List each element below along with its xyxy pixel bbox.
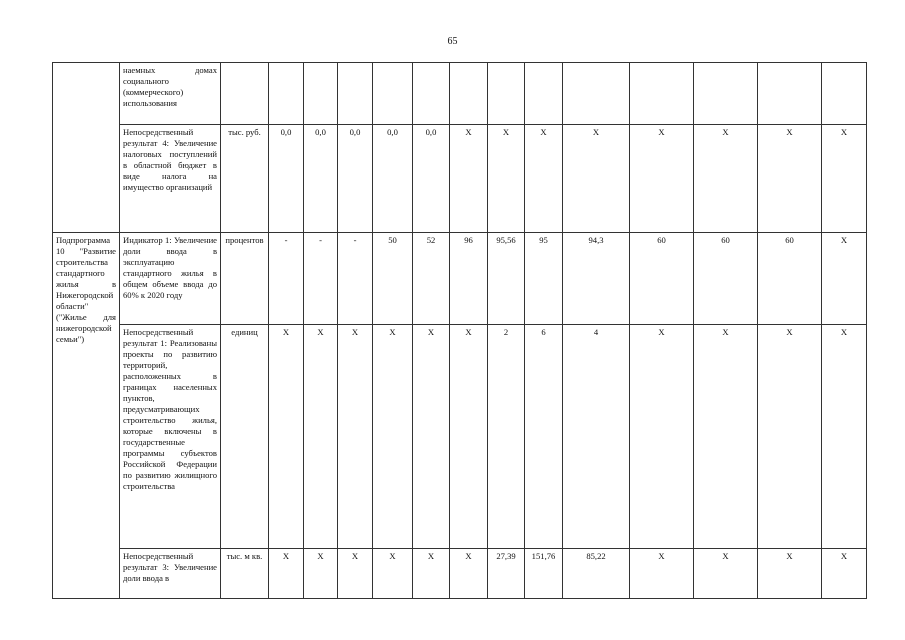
value-cell: - [338, 233, 373, 325]
value-cell: 0,0 [269, 125, 304, 233]
value-cell [373, 63, 413, 125]
value-cell [563, 63, 630, 125]
subprogram-cell: Подпрограмма 10 "Развитие строительства стандартного жилья в Нижегородской области" ("Жилье для нижегородской семьи") [53, 233, 120, 599]
value-cell: X [269, 325, 304, 549]
value-cell: 95,56 [488, 233, 525, 325]
value-cell: 60 [694, 233, 758, 325]
indicator-cell: Индикатор 1: Увеличение доли ввода в эксплуатацию стандартного жилья в общем объеме ввода до 60% к 2020 году [120, 233, 221, 325]
value-cell: X [822, 549, 867, 599]
value-cell: X [373, 549, 413, 599]
value-cell: X [822, 233, 867, 325]
value-cell [822, 63, 867, 125]
value-cell: X [758, 549, 822, 599]
value-cell: 0,0 [338, 125, 373, 233]
value-cell: X [304, 549, 338, 599]
value-cell: X [338, 549, 373, 599]
indicator-cell: Непосредственный результат 3: Увеличение доли ввода в [120, 549, 221, 599]
value-cell: X [758, 325, 822, 549]
value-cell: 60 [630, 233, 694, 325]
unit-cell: тыс. м кв. [221, 549, 269, 599]
value-cell: X [338, 325, 373, 549]
value-cell: 95 [525, 233, 563, 325]
value-cell: 60 [758, 233, 822, 325]
value-cell: X [373, 325, 413, 549]
table-row [53, 549, 867, 599]
value-cell: X [694, 549, 758, 599]
value-cell: X [413, 325, 450, 549]
value-cell: X [450, 325, 488, 549]
value-cell: X [630, 325, 694, 549]
value-cell: X [450, 125, 488, 233]
value-cell: 85,22 [563, 549, 630, 599]
value-cell: 4 [563, 325, 630, 549]
page-number: 65 [447, 36, 458, 47]
value-cell: X [304, 325, 338, 549]
value-cell [630, 63, 694, 125]
value-cell: 94,3 [563, 233, 630, 325]
value-cell: X [488, 125, 525, 233]
value-cell [269, 63, 304, 125]
value-cell [488, 63, 525, 125]
value-cell: 52 [413, 233, 450, 325]
value-cell [338, 63, 373, 125]
value-cell [304, 63, 338, 125]
value-cell: 151,76 [525, 549, 563, 599]
unit-cell: единиц [221, 325, 269, 549]
value-cell: X [269, 549, 304, 599]
indicator-cell: наемных домах социального (коммерческого) использования [120, 63, 221, 125]
unit-cell: тыс. руб. [221, 125, 269, 233]
subprogram-cell [53, 63, 120, 233]
value-cell: - [269, 233, 304, 325]
table-row [53, 63, 867, 125]
value-cell [758, 63, 822, 125]
indicator-cell: Непосредственный результат 1: Реализованы проекты по развитию территорий, расположенных в границах населенных пунктов, предусматривающих строительство жилья, которые включены в государственные программы субъектов Российской Федерации по развитию жилищного строительства [120, 325, 221, 549]
value-cell: X [694, 125, 758, 233]
value-cell: - [304, 233, 338, 325]
value-cell: 0,0 [304, 125, 338, 233]
value-cell: 2 [488, 325, 525, 549]
value-cell: 96 [450, 233, 488, 325]
value-cell [694, 63, 758, 125]
value-cell: 0,0 [373, 125, 413, 233]
indicators-table [52, 62, 867, 599]
value-cell: X [758, 125, 822, 233]
value-cell: X [630, 549, 694, 599]
indicator-cell: Непосредственный результат 4: Увеличение налоговых поступлений в областной бюджет в виде налога на имущество организаций [120, 125, 221, 233]
value-cell: X [822, 325, 867, 549]
value-cell: 27,39 [488, 549, 525, 599]
value-cell [413, 63, 450, 125]
table-row [53, 233, 867, 325]
value-cell [525, 63, 563, 125]
value-cell: X [694, 325, 758, 549]
value-cell: X [563, 125, 630, 233]
unit-cell: процентов [221, 233, 269, 325]
value-cell [450, 63, 488, 125]
table-row [53, 325, 867, 549]
value-cell: X [822, 125, 867, 233]
value-cell: 50 [373, 233, 413, 325]
unit-cell [221, 63, 269, 125]
value-cell: X [630, 125, 694, 233]
value-cell: 6 [525, 325, 563, 549]
value-cell: X [450, 549, 488, 599]
value-cell: X [413, 549, 450, 599]
table-row [53, 125, 867, 233]
value-cell: X [525, 125, 563, 233]
value-cell: 0,0 [413, 125, 450, 233]
